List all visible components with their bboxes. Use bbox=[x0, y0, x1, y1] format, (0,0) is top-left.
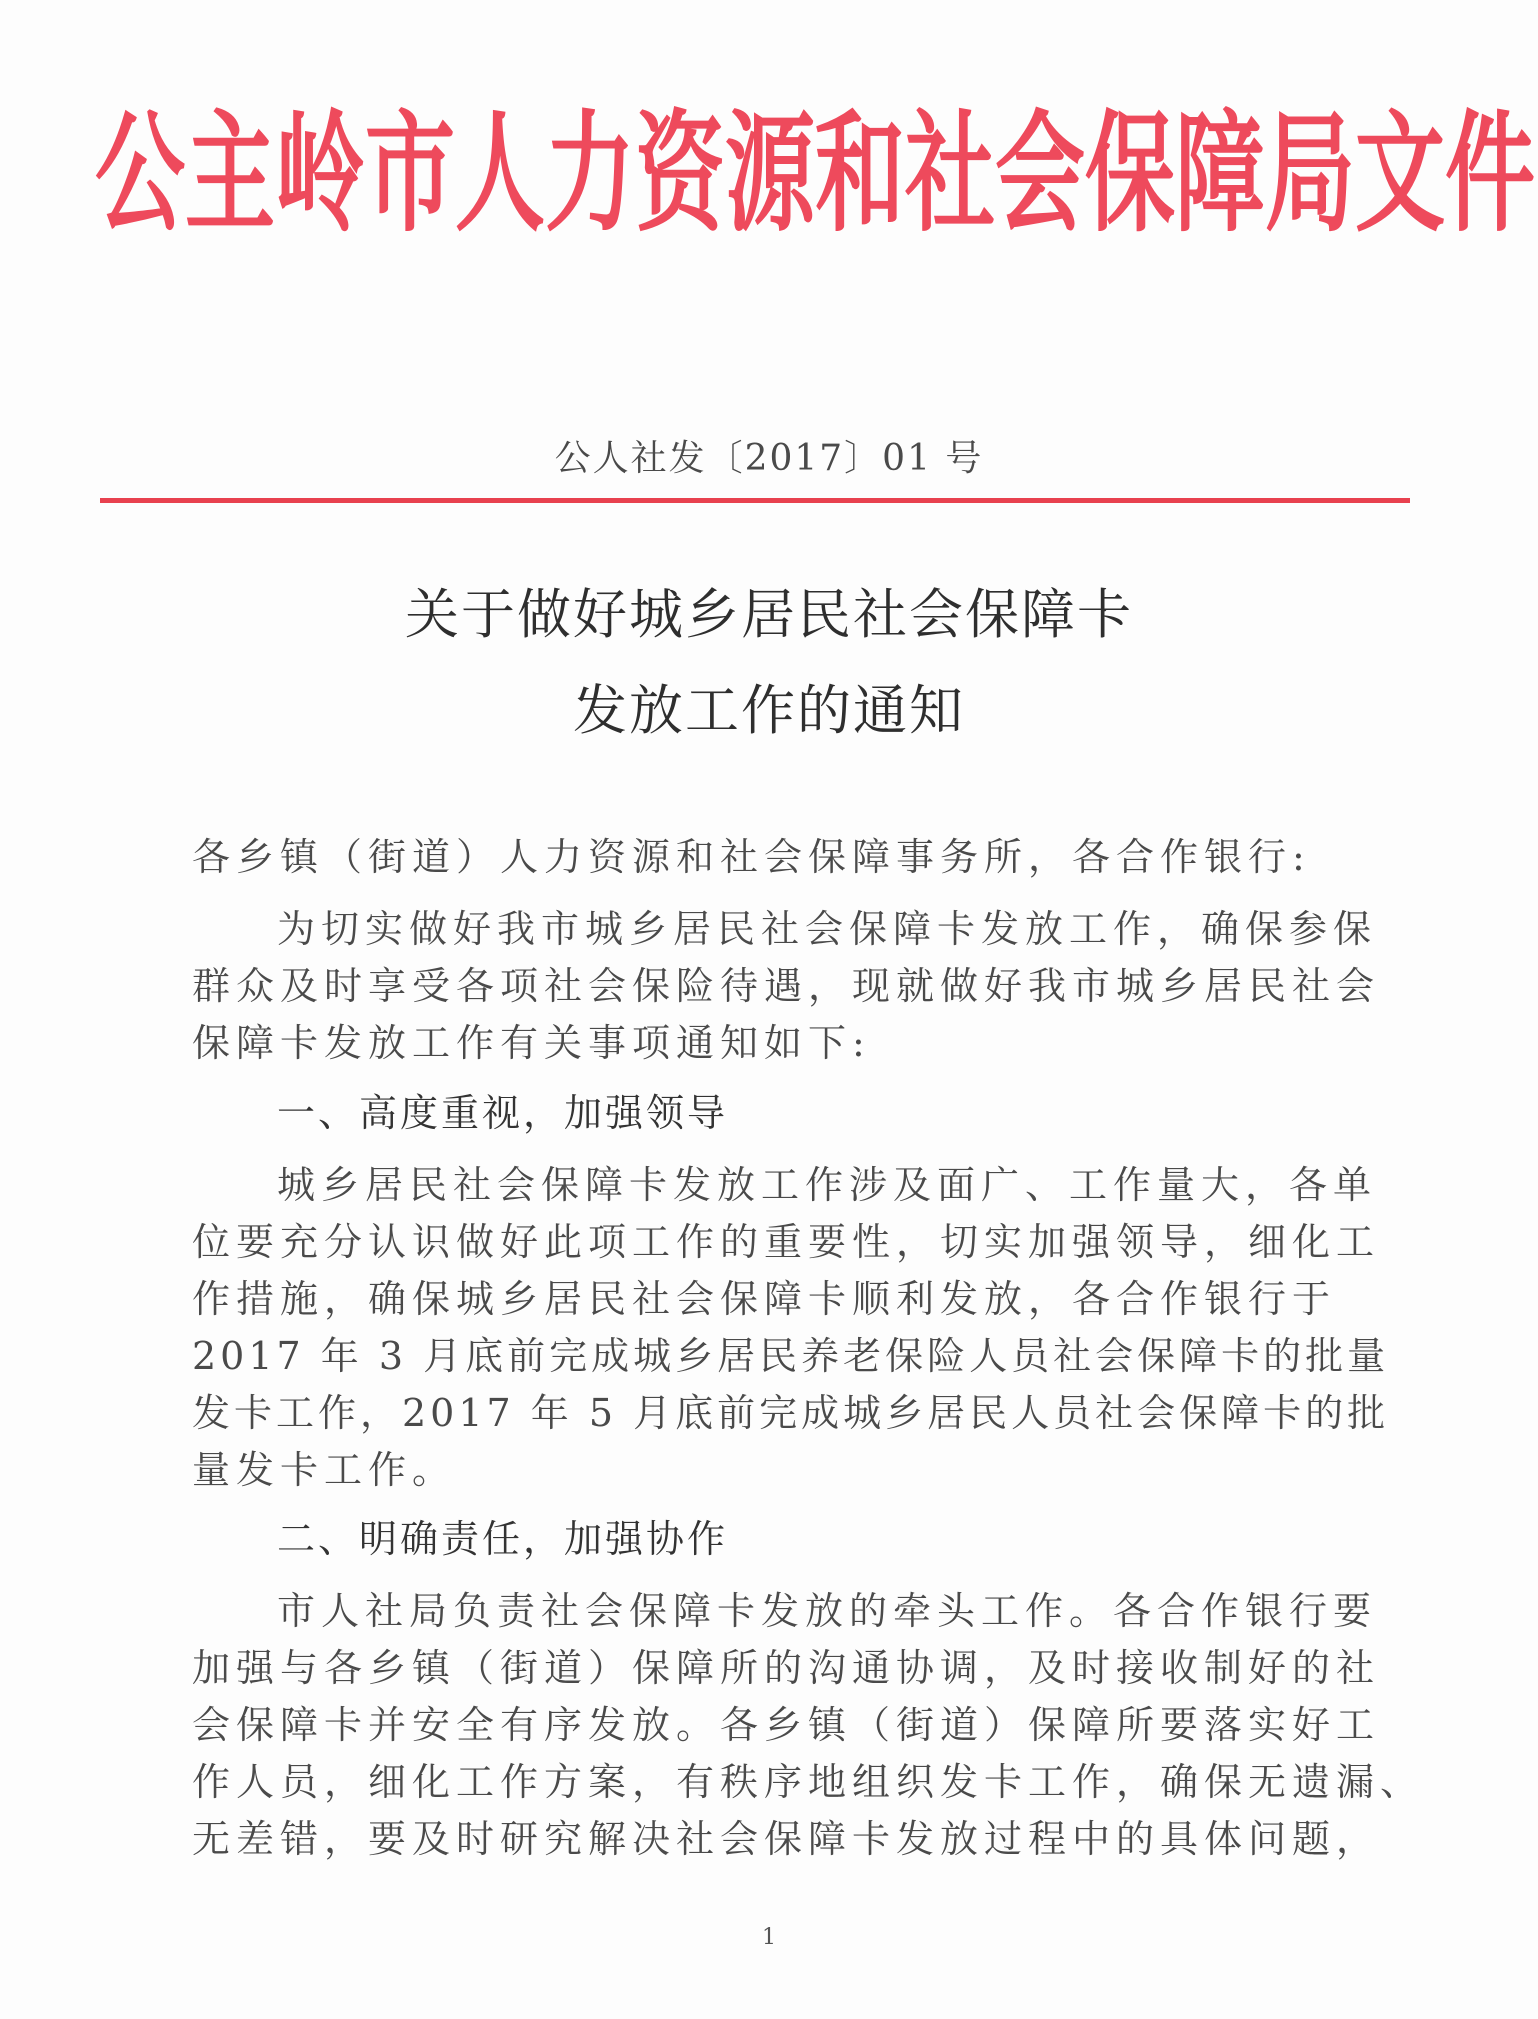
page-number: 1 bbox=[762, 1925, 776, 1950]
notice-title-line-1: 关于做好城乡居民社会保障卡 bbox=[405, 583, 1133, 646]
section-1-line: 2017 年 3 月底前完成城乡居民养老保险人员社会保障卡的批量 bbox=[192, 1334, 1390, 1378]
salutation: 各乡镇（街道）人力资源和社会保障事务所，各合作银行: bbox=[192, 835, 1311, 879]
intro-line: 保障卡发放工作有关事项通知如下: bbox=[192, 1021, 871, 1065]
section-2-line: 会保障卡并安全有序发放。各乡镇（街道）保障所要落实好工 bbox=[192, 1703, 1381, 1747]
section-2-line: 无差错，要及时研究解决社会保障卡发放过程中的具体问题， bbox=[192, 1817, 1381, 1861]
section-1-line: 作措施，确保城乡居民社会保障卡顺利发放，各合作银行于 bbox=[192, 1277, 1337, 1321]
notice-title-line-2: 发放工作的通知 bbox=[573, 679, 965, 742]
intro-line: 为切实做好我市城乡居民社会保障卡发放工作，确保参保 bbox=[277, 907, 1378, 951]
section-1-line: 城乡居民社会保障卡发放工作涉及面广、工作量大，各单 bbox=[277, 1163, 1378, 1207]
section-1-line: 发卡工作，2017 年 5 月底前完成城乡居民人员社会保障卡的批 bbox=[192, 1391, 1390, 1435]
intro-line: 群众及时享受各项社会保险待遇，现就做好我市城乡居民社会 bbox=[192, 964, 1381, 1008]
section-2-line: 作人员，细化工作方案，有秩序地组织发卡工作，确保无遗漏、 bbox=[192, 1760, 1425, 1804]
section-heading-2: 二、明确责任，加强协作 bbox=[277, 1517, 729, 1561]
section-2-line: 加强与各乡镇（街道）保障所的沟通协调，及时接收制好的社 bbox=[192, 1646, 1381, 1690]
masthead-title: 公主岭市人力资源和社会保障局文件 bbox=[95, 98, 1535, 251]
section-1-line: 量发卡工作。 bbox=[192, 1448, 457, 1492]
document-number: 公人社发〔2017〕01 号 bbox=[554, 438, 984, 479]
section-2-line: 市人社局负责社会保障卡发放的牵头工作。各合作银行要 bbox=[277, 1589, 1378, 1633]
section-heading-1: 一、高度重视，加强领导 bbox=[277, 1091, 729, 1135]
section-1-line: 位要充分认识做好此项工作的重要性，切实加强领导，细化工 bbox=[192, 1220, 1381, 1264]
red-divider-line bbox=[100, 498, 1410, 503]
